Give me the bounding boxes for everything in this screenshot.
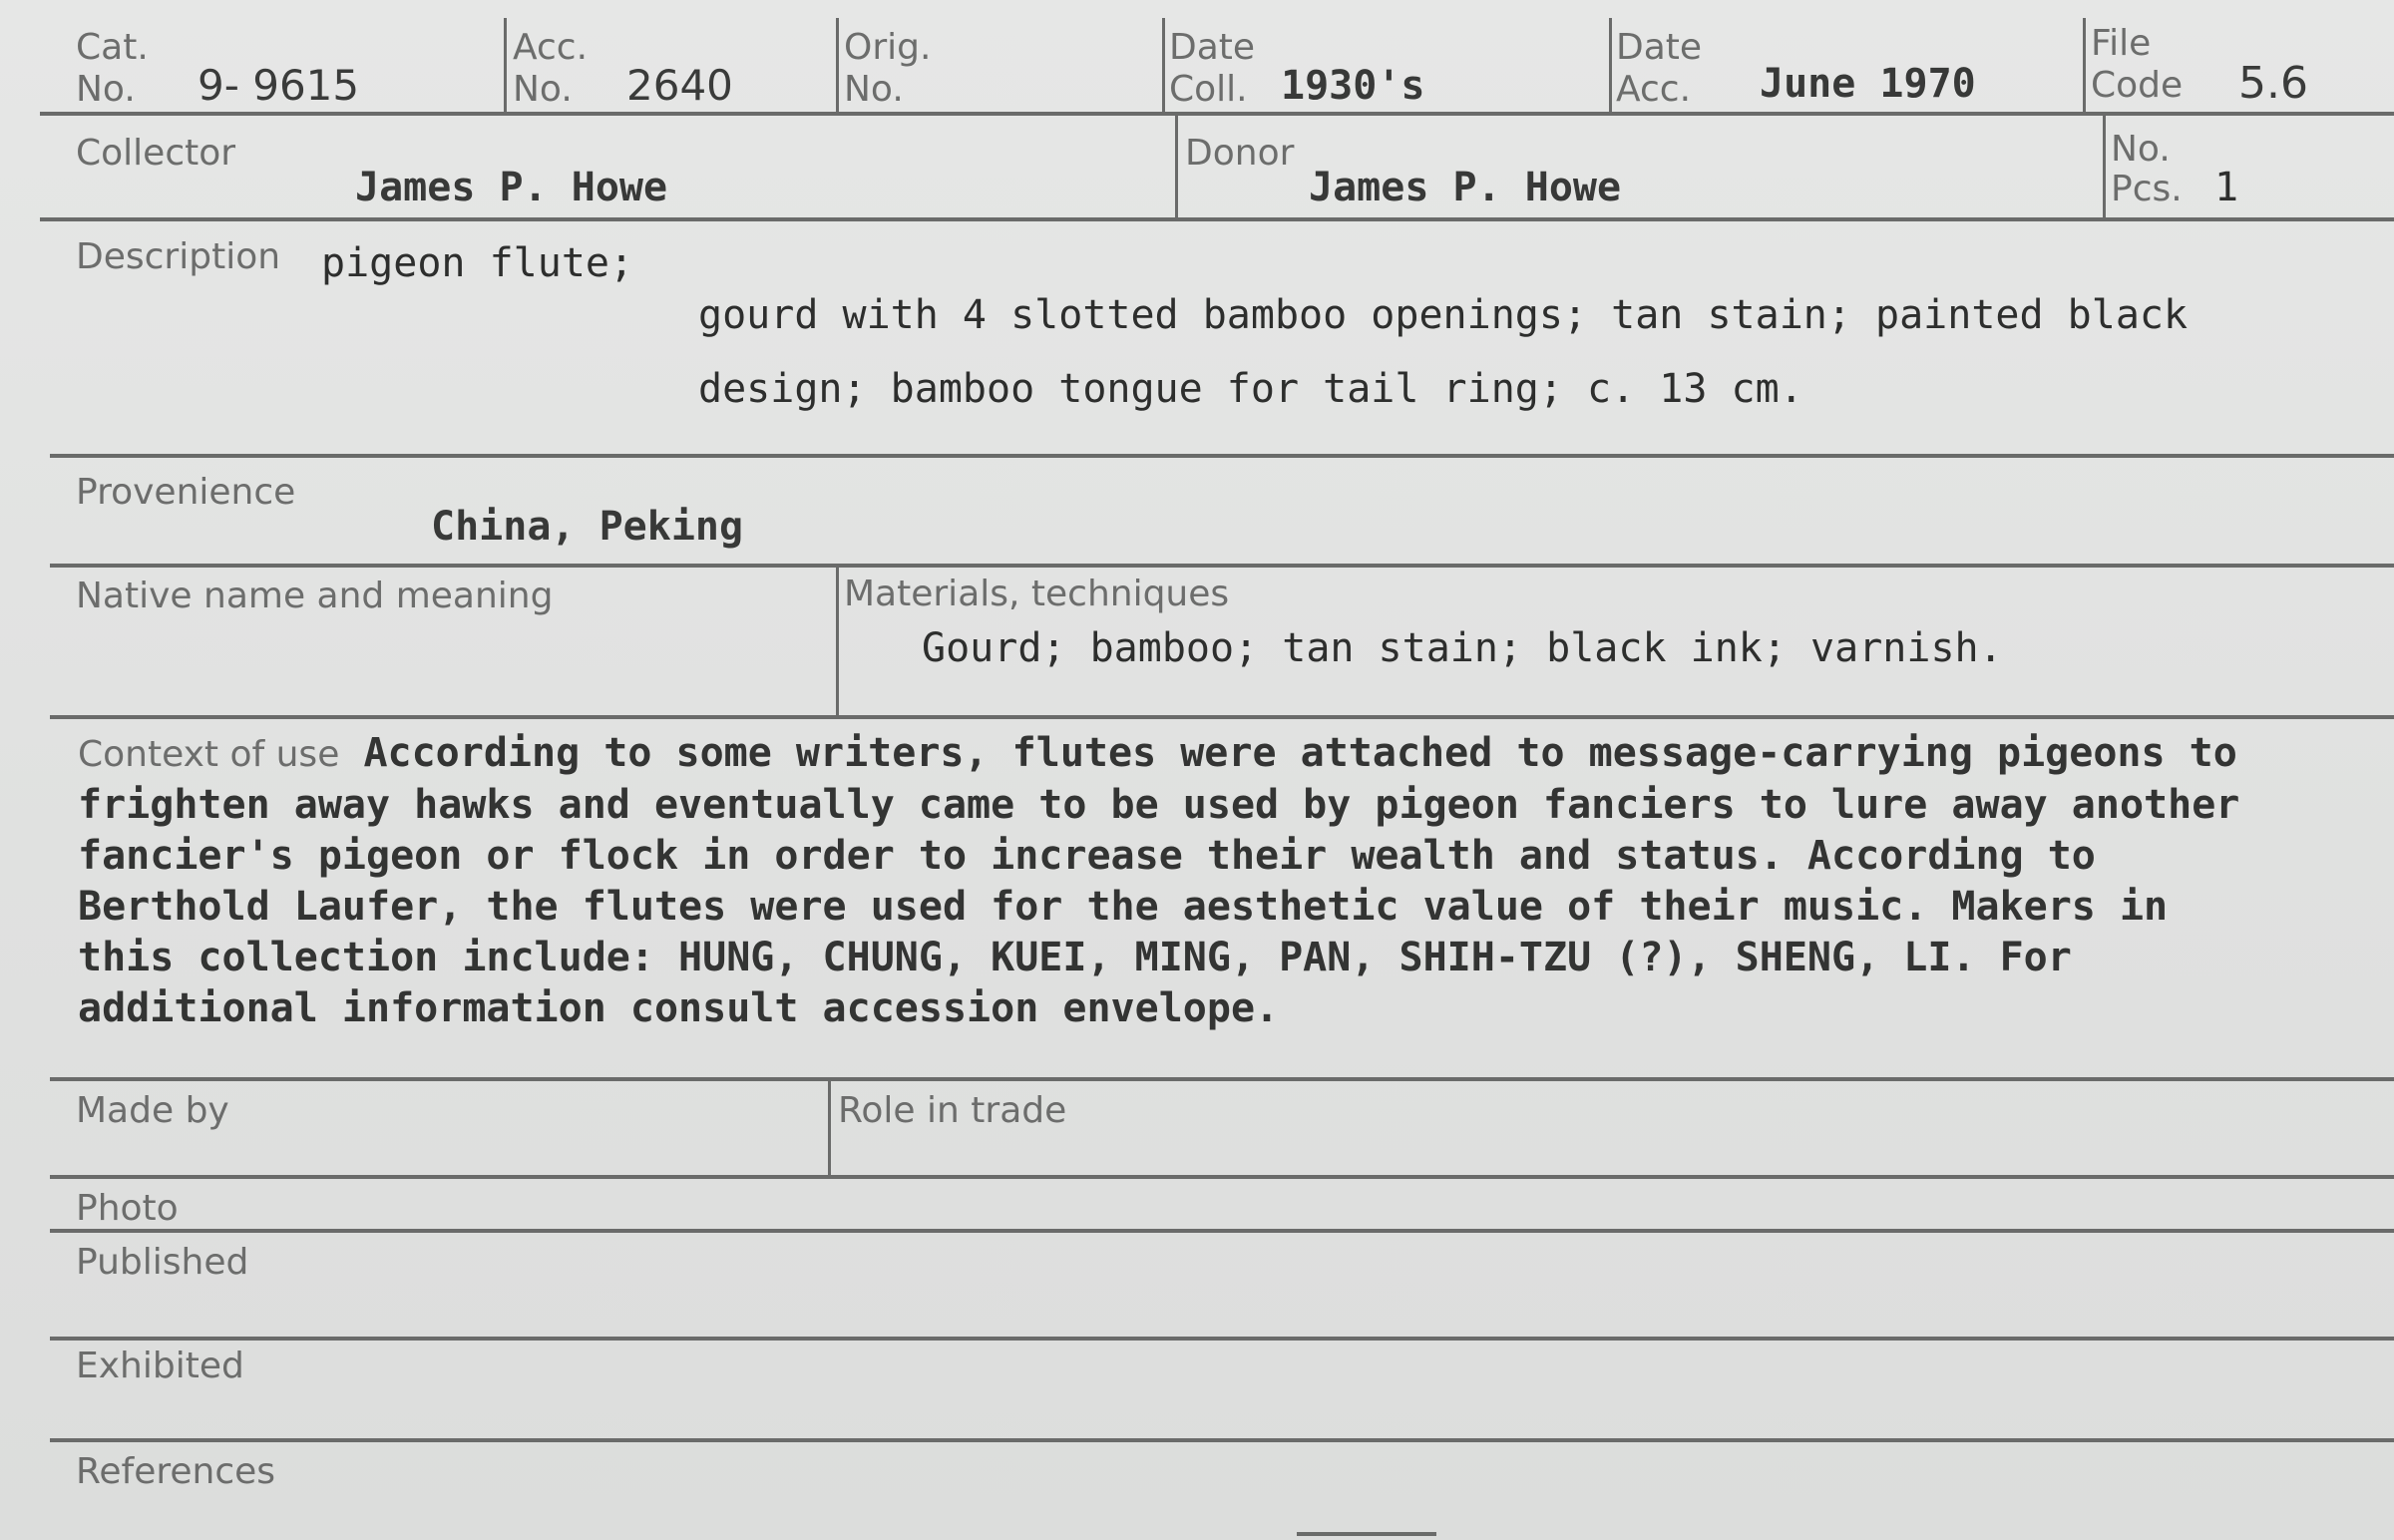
context-line-4: Berthold Laufer, the flutes were used for the aesthetic value of their music. Makers in — [78, 884, 2169, 930]
divider-dateacc-filecode — [2083, 18, 2086, 114]
no-pcs-label-bottom: Pcs. — [2111, 169, 2183, 209]
context-line-1-text: According to some writers, flutes were attached to message-carrying pigeons to — [363, 730, 2237, 776]
date-coll-value: 1930's — [1281, 63, 1425, 109]
description-line-2: design; bamboo tongue for tail ring; c. 13 cm. — [698, 366, 1803, 412]
photo-label: Photo — [76, 1188, 179, 1229]
rule-published — [50, 1337, 2394, 1341]
references-label: References — [76, 1451, 276, 1492]
file-code-label-bottom: Code — [2091, 65, 2184, 106]
no-pcs-value: 1 — [2214, 165, 2239, 210]
divider-donor-pcs — [2103, 114, 2106, 219]
divider-madeby-role — [828, 1079, 831, 1177]
collector-label: Collector — [76, 133, 236, 174]
date-coll-label-top: Date — [1169, 27, 1256, 68]
context-line-2: frighten away hawks and eventually came to be used by pigeon fanciers to lure away another — [78, 782, 2240, 828]
divider-acc-orig — [836, 18, 839, 114]
rule-description — [50, 454, 2394, 458]
date-coll-label-bottom: Coll. — [1169, 69, 1248, 110]
exhibited-label: Exhibited — [76, 1346, 244, 1386]
context-line-3: fancier's pigeon or flock in order to increase their wealth and status. According to — [78, 833, 2096, 879]
file-code-label-top: File — [2091, 23, 2152, 64]
no-pcs-label-top: No. — [2111, 129, 2171, 170]
context-line-5: this collection include: HUNG, CHUNG, KUEI, MING, PAN, SHIH-TZU (?), SHENG, LI. For — [78, 935, 2072, 980]
cat-no-value: 9- 9615 — [198, 61, 360, 110]
acc-no-label-bottom: No. — [513, 69, 573, 110]
materials-label: Materials, techniques — [844, 574, 1230, 614]
collector-value: James P. Howe — [355, 165, 668, 210]
description-lead: pigeon flute; — [321, 240, 634, 286]
provenience-label: Provenience — [76, 472, 296, 513]
date-acc-label-bottom: Acc. — [1616, 69, 1692, 110]
description-line-1: gourd with 4 slotted bamboo openings; tan stain; painted black — [698, 292, 2189, 338]
divider-orig-datecoll — [1162, 18, 1165, 114]
date-acc-value: June 1970 — [1760, 61, 1976, 107]
provenience-value: China, Peking — [431, 504, 744, 550]
context-line-1 — [78, 728, 2239, 780]
file-code-value: 5.6 — [2238, 58, 2308, 109]
role-in-trade-label: Role in trade — [838, 1090, 1067, 1131]
rule-context — [50, 1077, 2394, 1081]
made-by-label: Made by — [76, 1090, 229, 1131]
context-line-6: additional information consult accession envelope. — [78, 985, 1280, 1031]
rule-header — [40, 112, 2394, 116]
divider-datecoll-dateacc — [1609, 18, 1612, 114]
orig-no-label-bottom: No. — [844, 69, 904, 110]
donor-label: Donor — [1185, 133, 1295, 174]
description-label: Description — [76, 236, 281, 277]
donor-value: James P. Howe — [1309, 165, 1622, 210]
rule-provenience — [50, 564, 2394, 568]
rule-collector — [40, 217, 2394, 221]
cat-no-label-top: Cat. — [76, 27, 149, 68]
divider-native-materials — [836, 566, 839, 717]
rule-native-name — [50, 715, 2394, 719]
divider-cat-acc — [504, 18, 507, 114]
context-label: Context of use — [78, 734, 340, 775]
native-name-label: Native name and meaning — [76, 576, 554, 616]
rule-exhibited — [50, 1438, 2394, 1442]
divider-collector-donor — [1175, 114, 1178, 219]
date-acc-label-top: Date — [1616, 27, 1703, 68]
orig-no-label-top: Orig. — [844, 27, 932, 68]
materials-value: Gourd; bamboo; tan stain; black ink; varnish. — [922, 625, 2003, 671]
rule-made-by — [50, 1175, 2394, 1179]
rule-photo — [50, 1229, 2394, 1233]
context-paragraph — [78, 728, 2239, 1034]
rule-bottom — [1297, 1532, 1436, 1536]
cat-no-label-bottom: No. — [76, 69, 136, 110]
published-label: Published — [76, 1242, 249, 1283]
acc-no-label-top: Acc. — [513, 27, 589, 68]
acc-no-value: 2640 — [626, 61, 733, 110]
